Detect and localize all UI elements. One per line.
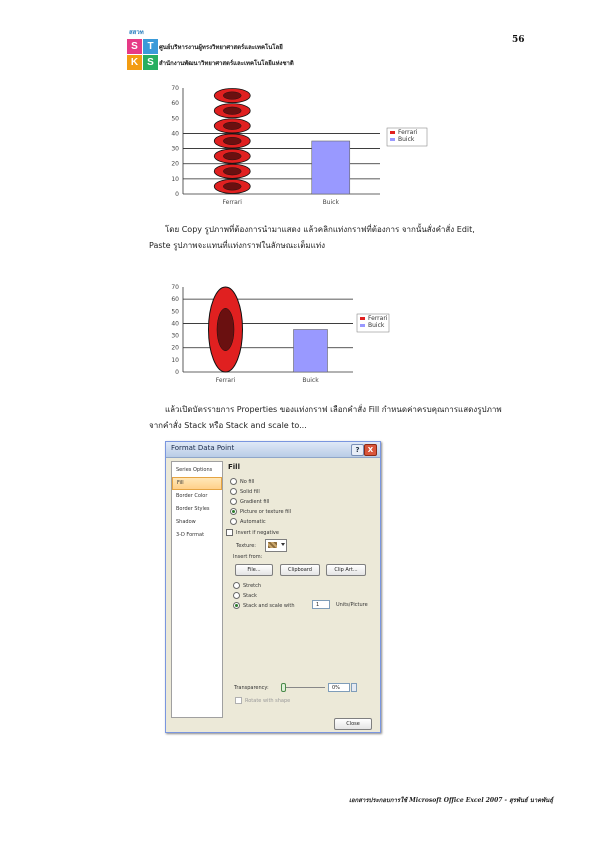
y-tick-label: 70	[171, 284, 179, 291]
logo-tile-t: T	[143, 39, 158, 54]
category-3d-format[interactable]: 3-D Format	[176, 532, 205, 538]
clipboard-button[interactable]: Clipboard	[280, 564, 320, 576]
chevron-down-icon	[281, 543, 285, 546]
legend-label: Ferrari	[368, 315, 388, 322]
units-per-picture-label: Units/Picture	[336, 602, 368, 608]
y-tick-label: 60	[171, 296, 179, 304]
legend	[357, 314, 389, 332]
clip-art-button[interactable]: Clip Art...	[326, 564, 366, 576]
transparency-label: Transparency:	[234, 685, 269, 691]
paragraph-2-line-1: แล้วเปิดบัตรรายการ Properties ของแท่งกราฟ เลือกคำสั่ง Fill กำหนดค่าครบคุณการแสดงรูปภาพ	[165, 405, 502, 414]
paragraph-1-line-2: Paste รูปภาพจะแทนที่แท่งกราฟในลักษณะเต็มแท่ง	[149, 241, 325, 250]
fill-option-label: Automatic	[240, 519, 266, 525]
stack-option-label: Stack	[243, 593, 257, 599]
y-tick-label: 30	[171, 332, 179, 340]
rotate-with-shape[interactable]	[235, 697, 290, 704]
rotate-label: Rotate with shape	[245, 698, 291, 704]
texture-picker[interactable]	[265, 539, 287, 552]
category-series-options[interactable]: Series Options	[176, 467, 213, 473]
fill-option-label: Gradient fill	[240, 499, 270, 505]
y-tick-label: 40	[171, 130, 179, 138]
transparency-slider[interactable]	[281, 683, 325, 692]
y-tick-label: 20	[171, 160, 179, 168]
legend-swatch	[390, 138, 395, 141]
radio-selected-icon	[230, 508, 237, 515]
units-per-picture-input[interactable]: 1	[312, 600, 330, 609]
bar-picture-detail	[223, 92, 241, 100]
y-tick-label: 70	[171, 85, 179, 92]
y-tick-label: 0	[175, 191, 179, 198]
checkbox-icon	[235, 697, 242, 704]
fill-option-no-fill[interactable]	[230, 478, 254, 485]
stack-option-label: Stack and scale with	[243, 603, 295, 609]
page-number: 56	[512, 35, 525, 45]
y-tick-label: 20	[171, 344, 179, 352]
bar-picture-detail	[223, 183, 241, 191]
category-border-color[interactable]: Border Color	[176, 493, 208, 499]
fill-option-picture[interactable]	[230, 508, 291, 515]
y-tick-label: 40	[171, 320, 179, 328]
close-icon[interactable]: X	[364, 444, 377, 456]
spin-arrows-icon[interactable]	[351, 683, 357, 692]
logo-top-text: สสวท	[129, 29, 144, 36]
y-tick-label: 10	[171, 356, 179, 364]
checkbox-icon	[226, 529, 233, 536]
fill-option-label: Picture or texture fill	[240, 509, 292, 515]
slider-thumb[interactable]	[281, 683, 286, 692]
help-button[interactable]: ?	[351, 444, 364, 456]
stack-option-stack-and-scale[interactable]	[233, 602, 295, 609]
insert-from-label: Insert from:	[233, 554, 263, 560]
footer-text: เอกสารประกอบการใช้ Microsoft Office Excel 2007 - สุรพันธ์ นาคพันธุ์	[349, 797, 553, 804]
format-data-point-dialog	[165, 441, 381, 733]
transparency-input[interactable]: 0%	[328, 683, 350, 692]
category-shadow[interactable]: Shadow	[176, 519, 196, 525]
legend-label: Buick	[398, 136, 415, 143]
slider-track	[281, 687, 325, 688]
y-tick-label: 50	[171, 115, 179, 123]
texture-swatch-icon	[268, 542, 277, 548]
paragraph-2	[149, 402, 502, 434]
x-tick-label: Ferrari	[222, 199, 242, 206]
bar-picture-detail	[223, 168, 241, 176]
radio-icon	[230, 478, 237, 485]
radio-icon	[230, 488, 237, 495]
stack-option-stack[interactable]	[233, 592, 257, 599]
header-line-2: สำนักงานพัฒนาวิทยาศาสตร์และเทคโนโลยีแห่งชาติ	[159, 60, 294, 67]
fill-option-label: No fill	[240, 479, 255, 485]
bar-picture-detail	[223, 107, 241, 115]
legend	[387, 128, 427, 146]
chart-stacked-pictures	[165, 80, 435, 210]
y-tick-label: 10	[171, 175, 179, 183]
radio-icon	[230, 518, 237, 525]
stack-option-label: Stretch	[243, 583, 262, 589]
texture-label: Texture:	[236, 543, 256, 549]
category-border-styles[interactable]: Border Styles	[176, 506, 210, 512]
fill-option-solid[interactable]	[230, 488, 260, 495]
dialog-title-bar[interactable]	[166, 442, 380, 458]
bar-ferrari	[209, 287, 243, 372]
chart-stretched-picture	[165, 280, 405, 390]
bar-ferrari	[214, 89, 250, 194]
bar-picture-detail	[223, 137, 241, 145]
fill-option-label: Solid fill	[240, 489, 260, 495]
logo	[127, 27, 161, 71]
radio-icon	[233, 592, 240, 599]
bar-picture-detail	[223, 152, 241, 160]
dialog-title: Format Data Point	[171, 444, 235, 452]
x-tick-label: Ferrari	[215, 377, 236, 384]
bar-picture-detail	[217, 308, 234, 351]
x-tick-label: Buick	[322, 199, 339, 206]
legend-label: Buick	[368, 322, 385, 329]
y-tick-label: 30	[171, 145, 179, 153]
fill-option-automatic[interactable]	[230, 518, 266, 525]
paragraph-2-line-2: จากคำสั่ง Stack หรือ Stack and scale to...	[149, 421, 307, 430]
invert-label: Invert if negative	[236, 530, 279, 536]
bar-buick	[294, 330, 328, 373]
file-button[interactable]: File...	[235, 564, 273, 576]
invert-if-negative[interactable]	[226, 529, 279, 536]
fill-heading: Fill	[228, 463, 240, 471]
category-fill[interactable]: Fill	[172, 477, 222, 490]
paragraph-1-line-1: โดย Copy รูปภาพที่ต้องการนำมาแสดง แล้วคลิกแท่งกราฟที่ต้องการ จากนั้นสั่งคำสั่ง Edit,	[165, 225, 475, 234]
close-button[interactable]: Close	[334, 718, 372, 730]
y-tick-label: 50	[171, 308, 179, 316]
radio-icon	[233, 582, 240, 589]
paragraph-1	[149, 222, 475, 254]
y-tick-label: 0	[175, 369, 179, 376]
legend-swatch	[360, 317, 365, 320]
x-tick-label: Buick	[302, 377, 319, 384]
legend-swatch	[390, 131, 395, 134]
logo-tile-s2: S	[143, 55, 158, 70]
bar-buick	[312, 141, 350, 194]
logo-tile-k: K	[127, 55, 142, 70]
header-line-1: ศูนย์บริหารงานผู้ทรงวิทยาศาสตร์และเทคโนโลยี	[159, 44, 283, 51]
legend-swatch	[360, 324, 365, 327]
radio-selected-icon	[233, 602, 240, 609]
radio-icon	[230, 498, 237, 505]
category-list	[171, 461, 223, 718]
fill-option-gradient[interactable]	[230, 498, 269, 505]
stack-option-stretch[interactable]	[233, 582, 261, 589]
y-tick-label: 60	[171, 100, 179, 108]
bar-picture-detail	[223, 122, 241, 130]
legend-label: Ferrari	[398, 129, 418, 136]
logo-tile-s: S	[127, 39, 142, 54]
